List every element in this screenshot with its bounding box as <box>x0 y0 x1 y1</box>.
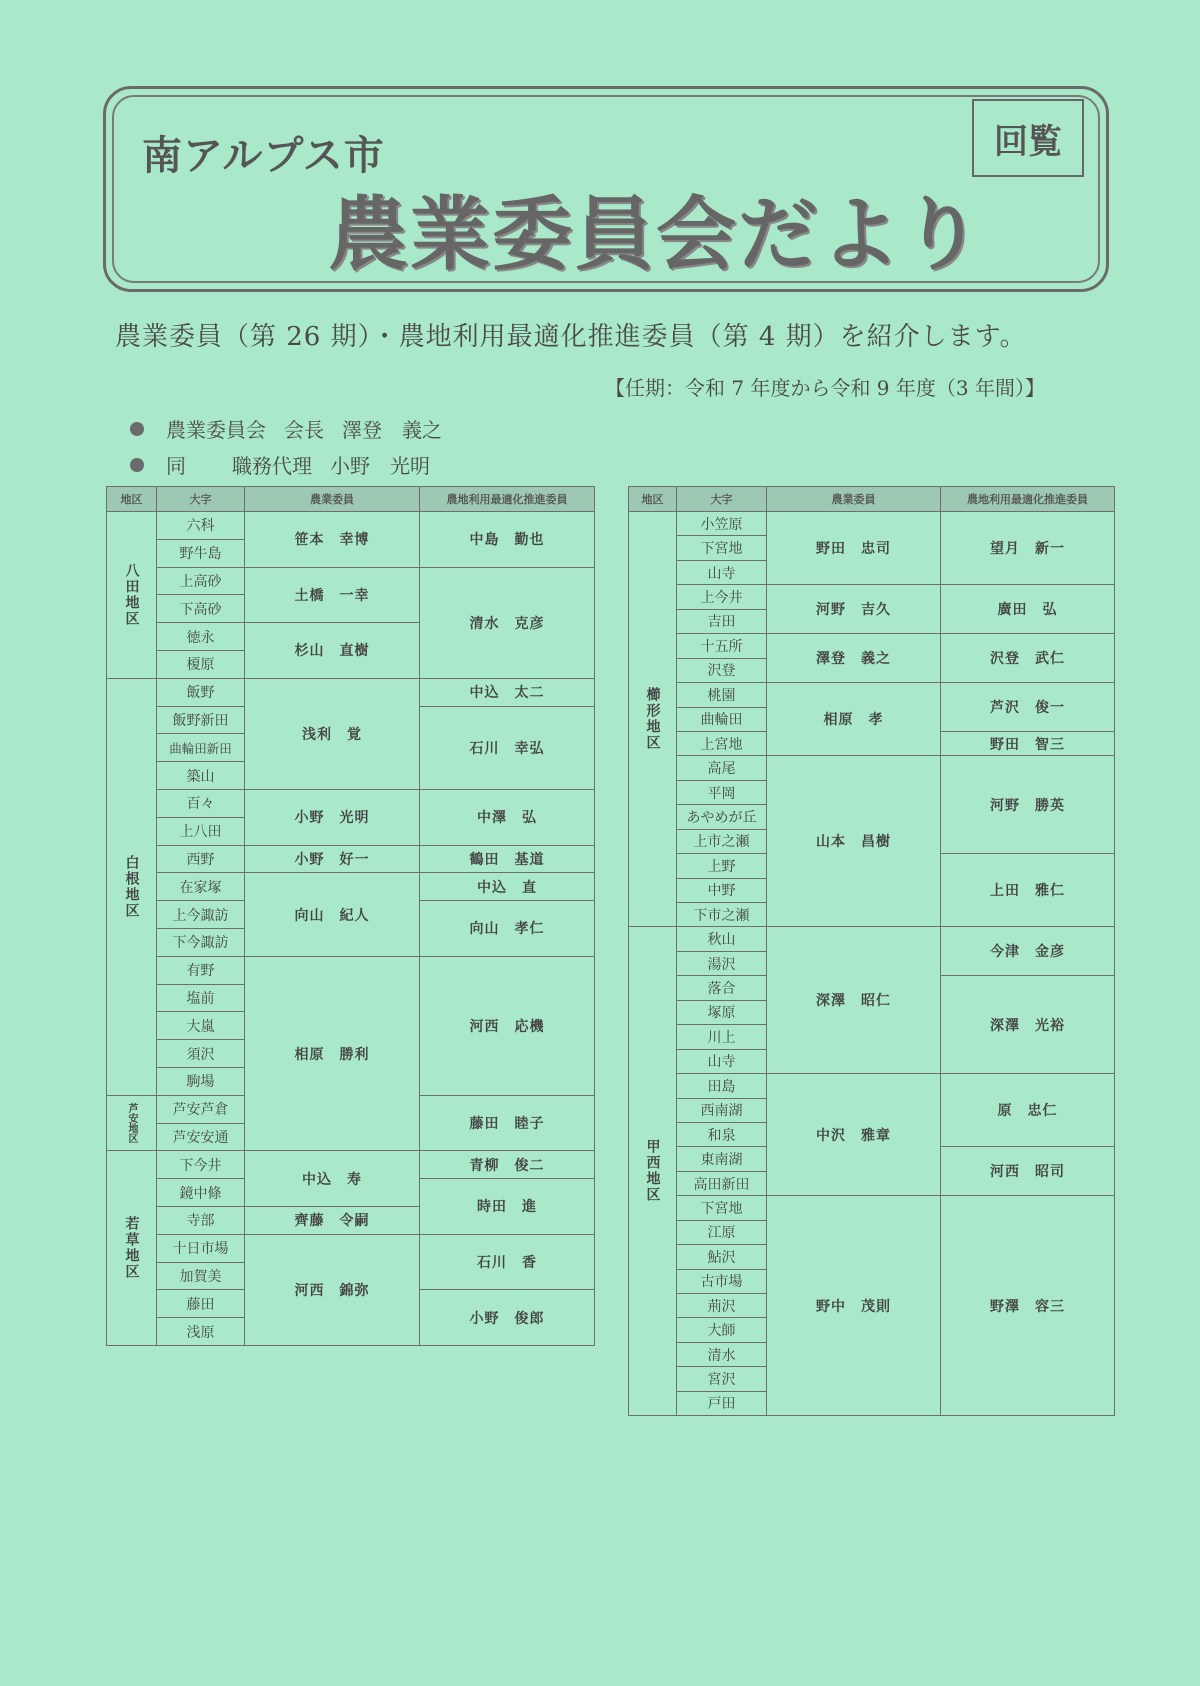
city-name: 南アルプス市 <box>142 133 385 179</box>
table-header-row <box>629 487 1115 512</box>
intro-text: 農業委員（第 26 期）・農地利用最適化推進委員（第 4 期）を紹介します。 <box>115 322 1027 352</box>
header-agri-member: 農業委員 <box>767 487 941 512</box>
oaza-cell: 宮沢 <box>677 1367 767 1391</box>
header-district: 地区 <box>629 487 677 512</box>
promo-member-cell: 中澤 弘 <box>420 789 595 845</box>
promo-member-cell: 清水 克彦 <box>420 567 595 678</box>
oaza-cell: 和泉 <box>677 1122 767 1146</box>
bullet-icon <box>130 422 144 436</box>
oaza-cell: 飯野 <box>157 678 245 706</box>
oaza-cell: 下今諏訪 <box>157 928 245 956</box>
agri-member-cell: 小野 光明 <box>245 789 420 845</box>
members-table-right <box>628 486 1115 1416</box>
agri-member-cell: 河西 錦弥 <box>245 1234 420 1345</box>
promo-member-cell: 中島 勤也 <box>420 512 595 568</box>
promo-member-cell: 沢登 武仁 <box>941 634 1115 683</box>
oaza-cell: 野牛島 <box>157 539 245 567</box>
oaza-cell: 徳永 <box>157 623 245 651</box>
newsletter-title: 農業委員会だより <box>328 188 984 281</box>
oaza-cell: あやめが丘 <box>677 805 767 829</box>
oaza-cell: 江原 <box>677 1220 767 1244</box>
table-row <box>107 956 595 984</box>
promo-member-cell: 河野 勝英 <box>941 756 1115 854</box>
district-cell: 芦安地区 <box>107 1095 157 1151</box>
oaza-cell: 鮎沢 <box>677 1245 767 1269</box>
officer-name: 澤登 義之 <box>342 418 442 442</box>
promo-member-cell: 原 忠仁 <box>941 1074 1115 1147</box>
promo-member-cell: 野澤 容三 <box>941 1196 1115 1416</box>
promo-member-cell: 中込 直 <box>420 873 595 901</box>
table-row <box>629 585 1115 609</box>
promo-member-cell: 向山 孝仁 <box>420 901 595 957</box>
district-cell: 八田地区 <box>107 512 157 679</box>
oaza-cell: 有野 <box>157 956 245 984</box>
oaza-cell: 沢登 <box>677 658 767 682</box>
district-cell: 若草地区 <box>107 1151 157 1346</box>
oaza-cell: 山寺 <box>677 1049 767 1073</box>
oaza-cell: 大嵐 <box>157 1012 245 1040</box>
officer-role: 会長 <box>284 418 324 442</box>
oaza-cell: 西南湖 <box>677 1098 767 1122</box>
oaza-cell: 荊沢 <box>677 1294 767 1318</box>
oaza-cell: 加賀美 <box>157 1262 245 1290</box>
agri-member-cell: 山本 昌樹 <box>767 756 941 927</box>
promo-member-cell: 青柳 俊二 <box>420 1151 595 1179</box>
oaza-cell: 在家塚 <box>157 873 245 901</box>
circulation-badge: 回覧 <box>972 99 1084 177</box>
promo-member-cell: 深澤 光裕 <box>941 976 1115 1074</box>
oaza-cell: 榎原 <box>157 650 245 678</box>
promo-member-cell: 廣田 弘 <box>941 585 1115 634</box>
members-table-left <box>106 486 595 1346</box>
agri-member-cell: 野中 茂則 <box>767 1196 941 1416</box>
agri-member-cell: 浅利 覚 <box>245 678 420 789</box>
promo-member-cell: 上田 雅仁 <box>941 854 1115 927</box>
table-row <box>107 1234 595 1262</box>
promo-member-cell: 芦沢 俊一 <box>941 683 1115 732</box>
header-agri-member: 農業委員 <box>245 487 420 512</box>
header-promo-member: 農地利用最適化推進委員 <box>941 487 1115 512</box>
district-cell: 櫛形地区 <box>629 512 677 927</box>
district-cell: 白根地区 <box>107 678 157 1095</box>
oaza-cell: 六科 <box>157 512 245 540</box>
officer-org: 農業委員会 <box>166 418 266 442</box>
oaza-cell: 下今井 <box>157 1151 245 1179</box>
header-oaza: 大字 <box>677 487 767 512</box>
oaza-cell: 十日市場 <box>157 1234 245 1262</box>
oaza-cell: 小笠原 <box>677 512 767 536</box>
officer-org: 同 <box>166 454 186 478</box>
officer-name: 小野 光明 <box>330 454 430 478</box>
agri-member-cell: 笹本 幸博 <box>245 512 420 568</box>
oaza-cell: 塚原 <box>677 1000 767 1024</box>
table-row <box>629 1074 1115 1098</box>
promo-member-cell: 今津 金彦 <box>941 927 1115 976</box>
table-row <box>629 683 1115 707</box>
promo-member-cell: 藤田 睦子 <box>420 1095 595 1151</box>
oaza-cell: 築山 <box>157 762 245 790</box>
officer-deputy <box>130 450 448 479</box>
table-row <box>629 756 1115 780</box>
oaza-cell: 須沢 <box>157 1040 245 1068</box>
oaza-cell: 塩前 <box>157 984 245 1012</box>
oaza-cell: 下高砂 <box>157 595 245 623</box>
oaza-cell: 上高砂 <box>157 567 245 595</box>
header-district: 地区 <box>107 487 157 512</box>
oaza-cell: 浅原 <box>157 1318 245 1346</box>
oaza-cell: 山寺 <box>677 560 767 584</box>
oaza-cell: 東南湖 <box>677 1147 767 1171</box>
oaza-cell: 下宮地 <box>677 536 767 560</box>
table-row <box>107 845 595 873</box>
oaza-cell: 戸田 <box>677 1391 767 1415</box>
promo-member-cell: 望月 新一 <box>941 512 1115 585</box>
oaza-cell: 上野 <box>677 854 767 878</box>
promo-member-cell: 石川 幸弘 <box>420 706 595 789</box>
table-row <box>629 1196 1115 1220</box>
table-row <box>107 789 595 817</box>
officer-chairman <box>130 414 460 443</box>
agri-member-cell: 相原 孝 <box>767 683 941 756</box>
agri-member-cell: 河野 吉久 <box>767 585 941 634</box>
promo-member-cell: 河西 応機 <box>420 956 595 1095</box>
table-row <box>107 567 595 595</box>
oaza-cell: 芦安安通 <box>157 1123 245 1151</box>
bullet-icon <box>130 458 144 472</box>
oaza-cell: 高田新田 <box>677 1171 767 1195</box>
oaza-cell: 吉田 <box>677 609 767 633</box>
agri-member-cell: 杉山 直樹 <box>245 623 420 679</box>
oaza-cell: 十五所 <box>677 634 767 658</box>
agri-member-cell: 野田 忠司 <box>767 512 941 585</box>
oaza-cell: 飯野新田 <box>157 706 245 734</box>
oaza-cell: 川上 <box>677 1025 767 1049</box>
agri-member-cell: 中込 寿 <box>245 1151 420 1207</box>
promo-member-cell: 時田 進 <box>420 1179 595 1235</box>
oaza-cell: 上宮地 <box>677 731 767 755</box>
oaza-cell: 高尾 <box>677 756 767 780</box>
promo-member-cell: 小野 俊郎 <box>420 1290 595 1346</box>
table-row <box>107 1151 595 1179</box>
oaza-cell: 曲輪田 <box>677 707 767 731</box>
oaza-cell: 桃園 <box>677 683 767 707</box>
table-row <box>107 512 595 540</box>
oaza-cell: 湯沢 <box>677 951 767 975</box>
oaza-cell: 上八田 <box>157 817 245 845</box>
table-row <box>107 678 595 706</box>
oaza-cell: 田島 <box>677 1074 767 1098</box>
agri-member-cell: 深澤 昭仁 <box>767 927 941 1074</box>
table-header-row <box>107 487 595 512</box>
oaza-cell: 落合 <box>677 976 767 1000</box>
oaza-cell: 百々 <box>157 789 245 817</box>
table-row <box>629 634 1115 658</box>
agri-member-cell: 土橋 一幸 <box>245 567 420 623</box>
oaza-cell: 曲輪田新田 <box>157 734 245 762</box>
agri-member-cell: 相原 勝利 <box>245 956 420 1151</box>
oaza-cell: 芦安芦倉 <box>157 1095 245 1123</box>
agri-member-cell: 中沢 雅章 <box>767 1074 941 1196</box>
term-text: 【任期：令和 7 年度から令和 9 年度（3 年間）】 <box>605 376 1045 400</box>
oaza-cell: 秋山 <box>677 927 767 951</box>
oaza-cell: 駒場 <box>157 1067 245 1095</box>
oaza-cell: 古市場 <box>677 1269 767 1293</box>
oaza-cell: 大師 <box>677 1318 767 1342</box>
agri-member-cell: 向山 紀人 <box>245 873 420 956</box>
table-row <box>629 927 1115 951</box>
agri-member-cell: 小野 好一 <box>245 845 420 873</box>
oaza-cell: 下宮地 <box>677 1196 767 1220</box>
oaza-cell: 上今諏訪 <box>157 901 245 929</box>
table-row <box>629 512 1115 536</box>
header-oaza: 大字 <box>157 487 245 512</box>
district-cell: 甲西地区 <box>629 927 677 1416</box>
oaza-cell: 清水 <box>677 1342 767 1366</box>
promo-member-cell: 鶴田 基道 <box>420 845 595 873</box>
table-row <box>107 873 595 901</box>
oaza-cell: 藤田 <box>157 1290 245 1318</box>
promo-member-cell: 野田 智三 <box>941 731 1115 755</box>
agri-member-cell: 澤登 義之 <box>767 634 941 683</box>
oaza-cell: 下市之瀬 <box>677 903 767 927</box>
oaza-cell: 鏡中條 <box>157 1179 245 1207</box>
oaza-cell: 上市之瀬 <box>677 829 767 853</box>
officer-role: 職務代理 <box>232 454 312 478</box>
promo-member-cell: 中込 太二 <box>420 678 595 706</box>
promo-member-cell: 石川 香 <box>420 1234 595 1290</box>
oaza-cell: 西野 <box>157 845 245 873</box>
header-promo-member: 農地利用最適化推進委員 <box>420 487 595 512</box>
agri-member-cell: 齊藤 令嗣 <box>245 1206 420 1234</box>
oaza-cell: 上今井 <box>677 585 767 609</box>
oaza-cell: 寺部 <box>157 1206 245 1234</box>
oaza-cell: 平岡 <box>677 780 767 804</box>
oaza-cell: 中野 <box>677 878 767 902</box>
promo-member-cell: 河西 昭司 <box>941 1147 1115 1196</box>
